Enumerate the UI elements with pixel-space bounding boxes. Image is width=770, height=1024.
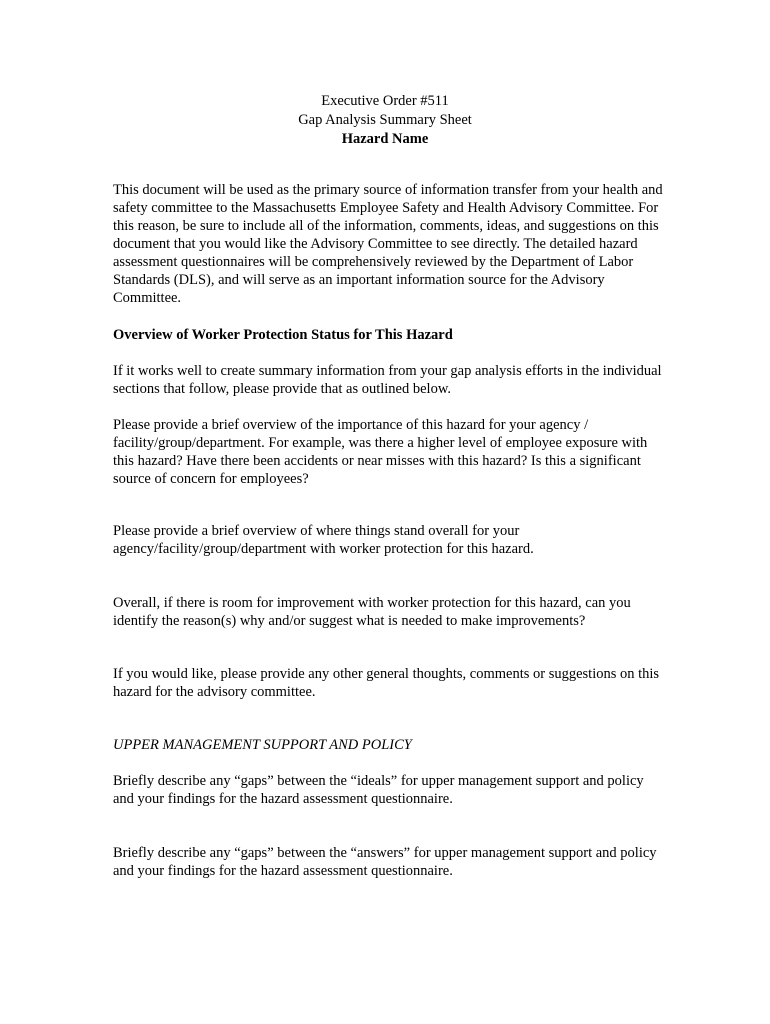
title-summary-sheet: Gap Analysis Summary Sheet (298, 112, 472, 128)
section-heading-upper-management: UPPER MANAGEMENT SUPPORT AND POLICY (113, 737, 412, 753)
overview-paragraph-status: Please provide a brief overview of where things stand overall for your agency/facility/group/department with worker protection for this hazard. (113, 523, 534, 557)
overview-paragraph-summary: If it works well to create summary information from your gap analysis efforts in the individual sections that follow, please provide that as outlined below. (113, 363, 662, 397)
overview-paragraph-importance: Please provide a brief overview of the importance of this hazard for your agency / facility/group/department. For example, was there a higher level of employee exposure with this hazard? Have there been accidents or near misses with this hazard? Is this a significant source of concern for employees? (113, 417, 648, 487)
document-title-block (0, 92, 770, 149)
title-executive-order: Executive Order #511 (321, 93, 449, 109)
section-paragraph-answers: Briefly describe any “gaps” between the “answers” for upper management support and policy and your findings for the hazard assessment questionnaire. (113, 845, 657, 879)
title-hazard-name: Hazard Name (341, 131, 429, 147)
intro-paragraph: This document will be used as the primary source of information transfer from your health and safety committee to the Massachusetts Employee Safety and Health Advisory Committee. For this reason, be sure to include all of the information, comments, ideas, and suggestions on this document that you would like the Advisory Committee to see directly. The detailed hazard assessment questionnaires will be comprehensively reviewed by the Department of Labor Standards (DLS), and will serve as an important information source for the Advisory Committee. (113, 182, 663, 306)
overview-heading: Overview of Worker Protection Status for This Hazard (113, 327, 453, 343)
overview-paragraph-comments: If you would like, please provide any other general thoughts, comments or suggestions on this hazard for the advisory committee. (113, 666, 660, 700)
section-paragraph-ideals: Briefly describe any “gaps” between the “ideals” for upper management support and policy and your findings for the hazard assessment questionnaire. (113, 773, 644, 807)
overview-paragraph-improvement: Overall, if there is room for improvement with worker protection for this hazard, can you identify the reason(s) why and/or suggest what is needed to make improvements? (113, 595, 631, 629)
